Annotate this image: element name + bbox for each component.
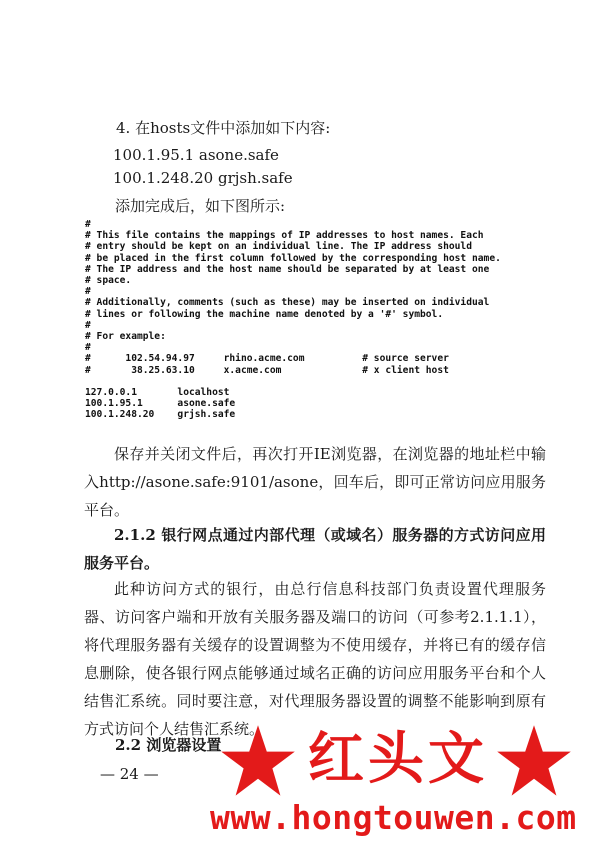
hosts-file-line: # xyxy=(85,286,91,298)
hosts-file-screenshot xyxy=(85,219,555,434)
page-number: — 24 — xyxy=(100,765,159,783)
hosts-file-line: # space. xyxy=(85,275,132,287)
watermark-text: 红头文 xyxy=(308,726,488,792)
hosts-file-line: # This file contains the mappings of IP addresses to host names. Each xyxy=(85,230,484,242)
hosts-file-line: 100.1.95.1 asone.safe xyxy=(85,398,236,410)
watermark-url: www.hongtouwen.com xyxy=(210,798,577,837)
step4-after-text: 添加完成后，如下图所示: xyxy=(115,197,286,215)
paragraph-save-and-open: 保存并关闭文件后，再次打开IE浏览器，在浏览器的地址栏中输入http://asone.safe:9101/asone，回车后，即可正常访问应用服务平台。 xyxy=(84,445,546,519)
hosts-file-line: # xyxy=(85,219,91,230)
hosts-file-line: # xyxy=(85,319,91,331)
hosts-file-text xyxy=(85,219,501,421)
hosts-file-line: 100.1.248.20 grjsh.safe xyxy=(85,409,236,421)
hosts-file-line: # entry should be kept on an individual line. The IP address should xyxy=(85,241,472,253)
hosts-entry-1: 100.1.95.1 asone.safe xyxy=(113,146,279,164)
hosts-file-line: # lines or following the machine name denoted by a '#' symbol. xyxy=(85,308,444,320)
hosts-file-line: # be placed in the first column followed by the corresponding host name. xyxy=(85,252,501,264)
hosts-file-line: # xyxy=(85,342,91,354)
hosts-file-line: # For example: xyxy=(85,331,166,343)
section-2-2-heading: 2.2 浏览器设置 xyxy=(115,736,222,754)
hosts-file-line: # 102.54.94.97 rhino.acme.com # source server xyxy=(85,353,449,365)
left-star-icon xyxy=(218,722,298,802)
step4-heading: 4. 在hosts文件中添加如下内容: xyxy=(116,119,331,137)
hosts-file-line: # 38.25.63.10 x.acme.com # x client host xyxy=(85,364,449,376)
hosts-file-line: # The IP address and the host name should be separated by at least one xyxy=(85,263,490,275)
section-2-1-2-body: 此种访问方式的银行，由总行信息科技部门负责设置代理服务器、访问客户端和开放有关服务器及端口的访问（可参考2.1.1.1），将代理服务器有关缓存的设置调整为不使用缓存，并将已有的缓存信息删除，使各银行网点能够通过域名正确的访问应用服务平台和个人结售汇系统。同时要注意，对代理服务器设置的调整不能影响到原有方式访问个人结售汇系统。 xyxy=(84,580,546,738)
hosts-file-line: 127.0.0.1 localhost xyxy=(85,387,230,399)
hosts-file-line: # Additionally, comments (such as these) may be inserted on individual xyxy=(85,297,490,309)
hosts-file-line xyxy=(85,376,501,387)
hosts-entry-2: 100.1.248.20 grjsh.safe xyxy=(113,169,293,187)
right-star-icon xyxy=(494,722,574,802)
section-2-1-2-heading: 2.1.2 银行网点通过内部代理（或域名）服务器的方式访问应用服务平台。 xyxy=(84,526,546,572)
